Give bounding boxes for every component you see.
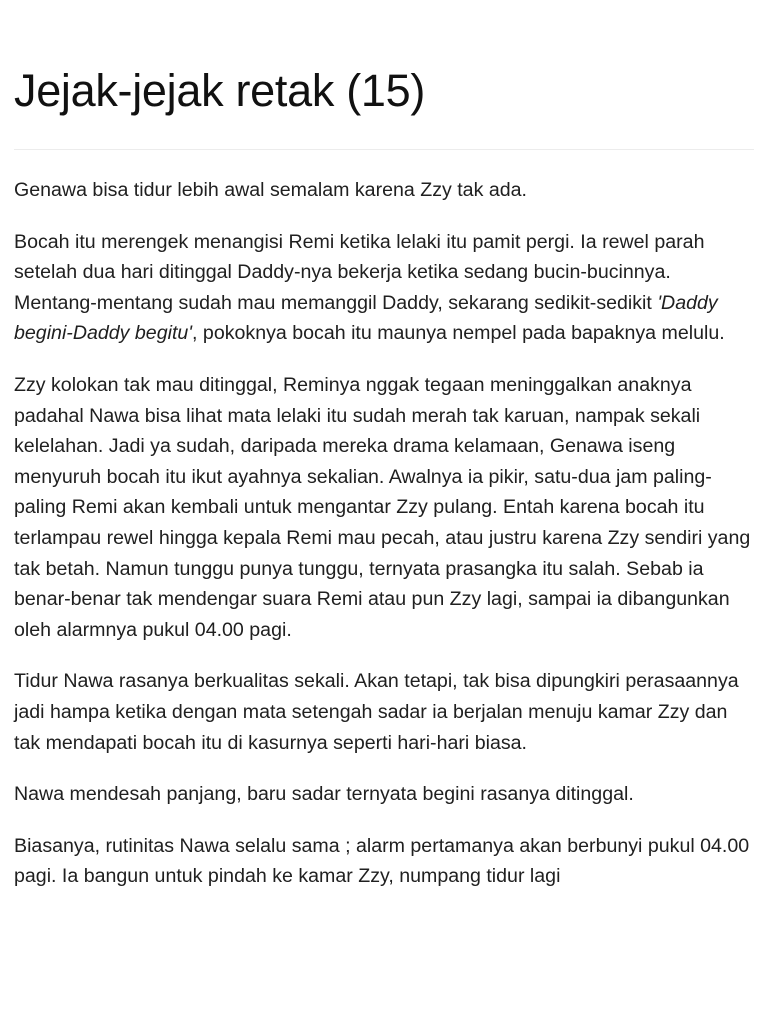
paragraph-3: Zzy kolokan tak mau ditinggal, Reminya nggak tegaan meninggalkan anaknya padahal Nawa bisa lihat mata lelaki itu sudah merah tak karuan, nampak sekali kelelahan. Jadi ya sudah, daripada mereka drama kelamaan, Genawa iseng menyuruh bocah itu ikut ayahnya sekalian. Awalnya ia pikir, satu-dua jam paling-paling Remi akan kembali untuk mengantar Zzy pulang. Entah karena bocah itu terlampau rewel hingga kepala Remi mau pecah, atau justru karena Zzy sendiri yang tak betah. Namun tunggu punya tunggu, ternyata prasangka itu salah. Sebab ia benar-benar tak mendengar suara Remi atau pun Zzy lagi, sampai ia dibangunkan oleh alarmnya pukul 04.00 pagi.: [14, 373, 751, 641]
paragraph-1: Genawa bisa tidur lebih awal semalam karena Zzy tak ada.: [14, 179, 527, 201]
paragraph-2-italic-quote: 'Daddy begini-Daddy begitu': [14, 291, 718, 345]
article-title: Jejak-jejak retak (15): [14, 65, 426, 116]
article-body: [14, 175, 754, 892]
paragraph-4: Tidur Nawa rasanya berkualitas sekali. Akan tetapi, tak bisa dipungkiri perasaannya jadi hampa ketika dengan mata setengah sadar ia berjalan menuju kamar Zzy dan tak mendapati bocah itu di kasurnya seperti hari-hari biasa.: [14, 670, 739, 754]
paragraph-2-text-end: , pokoknya bocah itu maunya nempel pada bapaknya melulu.: [192, 322, 725, 345]
paragraph-6: Biasanya, rutinitas Nawa selalu sama ; alarm pertamanya akan berbunyi pukul 04.00 pagi. Ia bangun untuk pindah ke kamar Zzy, numpang tidur lagi: [14, 834, 750, 888]
paragraph-5: Nawa mendesah panjang, baru sadar ternyata begini rasanya ditinggal.: [14, 783, 634, 806]
title-divider: [14, 149, 754, 150]
paragraph-2: [14, 227, 754, 349]
paragraph-2-text-start: Bocah itu merengek menangisi Remi ketika lelaki itu pamit pergi. Ia rewel parah setelah dua hari ditinggal Daddy-nya bekerja ketika sedang bucin-bucinnya. Mentang-mentang sudah mau memanggil Daddy, sekarang sedikit-sedikit: [14, 230, 705, 314]
